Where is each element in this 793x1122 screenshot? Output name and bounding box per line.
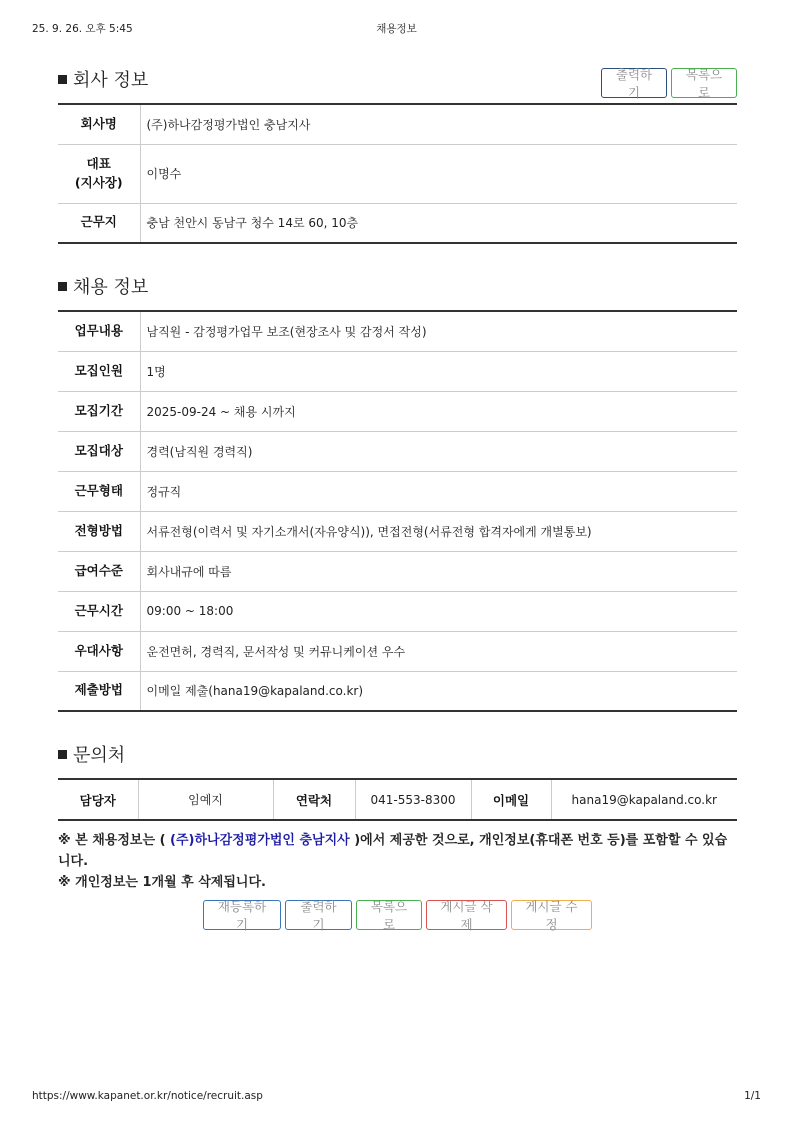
table-row <box>58 631 737 671</box>
square-bullet-icon <box>58 750 67 759</box>
contact-table <box>58 778 737 821</box>
notice-company-name: (주)하나감정평가법인 충남지사 <box>170 833 350 848</box>
print-header <box>32 21 761 37</box>
square-bullet-icon <box>58 282 67 291</box>
list-button-bottom[interactable]: 목록으로 <box>356 900 422 930</box>
table-row <box>58 203 737 243</box>
table-row <box>58 591 737 631</box>
page-number: 1/1 <box>744 1090 761 1102</box>
target-label: 모집대상 <box>58 431 140 471</box>
headcount-label: 모집인원 <box>58 351 140 391</box>
email-value: hana19@kapaland.co.kr <box>571 792 717 807</box>
table-row <box>58 551 737 591</box>
table-row <box>58 391 737 431</box>
representative-value: 이명수 <box>140 144 737 203</box>
square-bullet-icon <box>58 75 67 84</box>
job-description-value: 남직원 - 감정평가업무 보조(현장조사 및 감정서 작성) <box>146 324 427 339</box>
phone-value: 041-553-8300 <box>355 779 471 820</box>
submission-value: 이메일 제출(hana19@kapaland.co.kr) <box>140 671 737 711</box>
salary-label: 급여수준 <box>58 551 140 591</box>
company-info-table <box>58 103 737 244</box>
top-button-group <box>601 68 737 98</box>
salary-value: 회사내규에 따름 <box>140 551 737 591</box>
manager-label: 담당자 <box>58 779 138 820</box>
notice-prefix: ※ 본 채용정보는 ( <box>58 833 171 848</box>
period-label: 모집기간 <box>58 391 140 431</box>
employment-type-label: 근무형태 <box>58 471 140 511</box>
table-row <box>58 431 737 471</box>
table-row <box>58 671 737 711</box>
print-button-bottom[interactable]: 출력하기 <box>285 900 352 930</box>
recruit-info-table <box>58 310 737 712</box>
selection-method-value: 서류전형(이력서 및 자기소개서(자유양식)), 면접전형(서류전형 합격자에게 개별통보) <box>140 511 737 551</box>
list-button-top[interactable]: 목록으로 <box>671 68 737 98</box>
work-hours-label: 근무시간 <box>58 591 140 631</box>
company-section-title-text: 회사 정보 <box>73 70 149 91</box>
submission-label: 제출방법 <box>58 671 140 711</box>
table-row <box>58 104 737 144</box>
privacy-notice <box>58 830 737 893</box>
work-hours-value: 09:00 ~ 18:00 <box>140 591 737 631</box>
workplace-label: 근무지 <box>58 203 140 243</box>
print-footer <box>32 1090 761 1106</box>
target-value: 경력(남직원 경력직) <box>140 431 737 471</box>
contact-section-title <box>58 742 125 766</box>
contact-section-title-text: 문의처 <box>73 745 126 766</box>
print-button-top[interactable]: 출력하기 <box>601 68 667 98</box>
email-label: 이메일 <box>471 779 551 820</box>
job-description-label: 업무내용 <box>58 311 140 351</box>
edit-post-button[interactable]: 게시글 수정 <box>511 900 592 930</box>
print-title: 채용정보 <box>376 23 417 35</box>
company-name-value: (주)하나감정평가법인 충남지사 <box>146 117 311 132</box>
company-name-label: 회사명 <box>58 104 140 144</box>
print-date: 25. 9. 26. 오후 5:45 <box>32 23 133 35</box>
notice-suffix: )에서 제공한 것으로, 개인정보(휴대폰 번호 등)를 포함할 수 있습니다. <box>58 833 728 869</box>
reregister-button[interactable]: 재등록하기 <box>203 900 281 930</box>
period-value: 2025-09-24 ~ 채용 시까지 <box>140 391 737 431</box>
manager-value: 임예지 <box>138 779 273 820</box>
preference-value: 운전면허, 경력직, 문서작성 및 커뮤니케이션 우수 <box>140 631 737 671</box>
preference-label: 우대사항 <box>58 631 140 671</box>
headcount-value: 1명 <box>140 351 737 391</box>
selection-method-label: 전형방법 <box>58 511 140 551</box>
workplace-value: 충남 천안시 동남구 청수 14로 60, 10층 <box>140 203 737 243</box>
table-row <box>58 144 737 203</box>
page-url: https://www.kapanet.or.kr/notice/recruit.asp <box>32 1090 263 1102</box>
recruit-section-title-text: 채용 정보 <box>73 277 149 298</box>
recruit-section-title <box>58 274 148 298</box>
phone-label: 연락처 <box>273 779 355 820</box>
employment-type-value: 정규직 <box>140 471 737 511</box>
table-row <box>58 311 737 351</box>
company-section-title <box>58 67 148 91</box>
table-row <box>58 351 737 391</box>
bottom-button-group <box>58 900 737 930</box>
table-row <box>58 471 737 511</box>
delete-post-button[interactable]: 게시글 삭제 <box>426 900 507 930</box>
notice-line-2: ※ 개인정보는 1개월 후 삭제됩니다. <box>58 875 266 890</box>
table-row <box>58 779 737 820</box>
notice-line-1 <box>58 830 737 872</box>
table-row <box>58 511 737 551</box>
representative-label: 대표 (지사장) <box>58 144 140 203</box>
